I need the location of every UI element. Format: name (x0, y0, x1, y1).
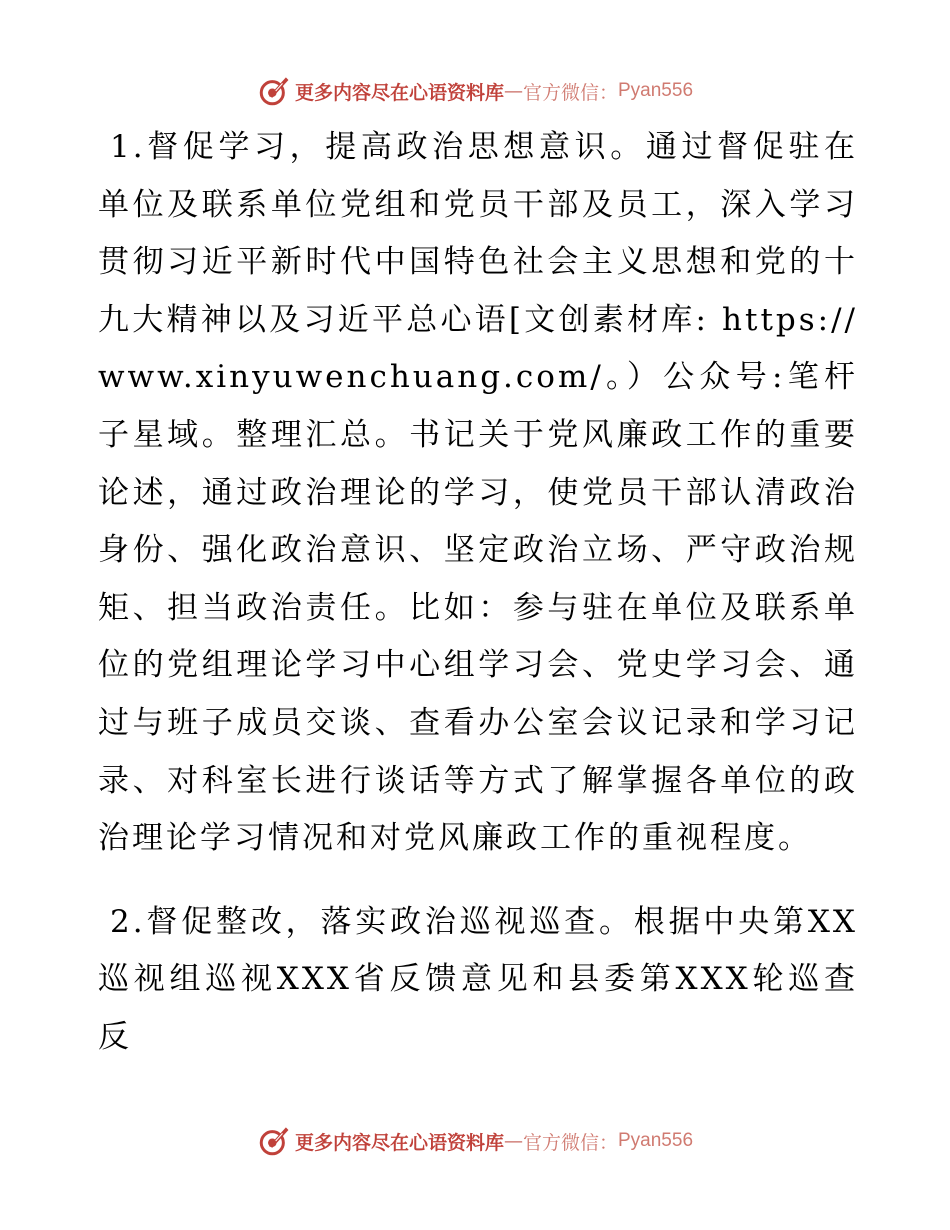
banner-official-label: 官方微信： (522, 1131, 618, 1154)
banner-dash: — (503, 80, 523, 102)
paragraph-2: 2.督促整改，落实政治巡视巡查。根据中央第XX巡视组巡视XXX省反馈意见和县委第XXX轮巡查反 (98, 903, 858, 1055)
document-body (98, 119, 858, 1067)
banner-official-label: 官方微信： (522, 81, 618, 104)
quill-pen-logo-icon (257, 74, 291, 108)
banner-title: 更多内容尽在心语资料库 (294, 1131, 504, 1154)
footer-banner (0, 1121, 950, 1161)
quill-pen-logo-icon (257, 1124, 291, 1158)
header-banner (0, 71, 950, 111)
banner-title: 更多内容尽在心语资料库 (294, 81, 504, 104)
banner-dash: — (503, 1130, 523, 1152)
banner-account-id: Pyan556 (618, 1130, 694, 1151)
paragraph-1: 1.督促学习，提高政治思想意识。通过督促驻在单位及联系单位党组和党员干部及员工，深入学习贯彻习近平新时代中国特色社会主义思想和党的十九大精神以及习近平总心语[文创素材库: https://www.xinyuwenchuang.com/。）公众号:笔杆子星域。整理汇总。书记关于党风廉政工作的重要论述，通过政治理论的学习，使党员干部认清政治身份、强化政治意识、坚定政治立场、严守政治规矩、担当政治责任。比如：参与驻在单位及联系单位的党组理论学习中心组学习会、党史学习会、通过与班子成员交谈、查看办公室会议记录和学习记录、对科室长进行谈话等方式了解掌握各单位的政治理论学习情况和对党风廉政工作的重视程度。 (98, 129, 858, 857)
banner-account-id: Pyan556 (618, 80, 694, 101)
